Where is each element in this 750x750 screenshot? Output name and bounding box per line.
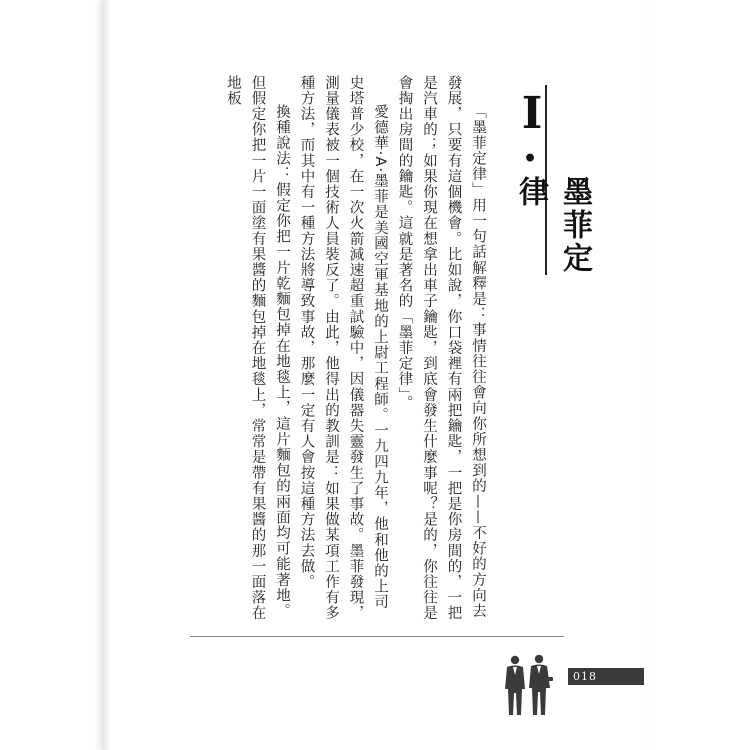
chapter-number: I	[521, 88, 543, 139]
page-number: 018	[573, 670, 597, 683]
body-paragraph: 換種說法：假定你把一片乾麵包掉在地毯上，這片麵包的兩面均可能著地。但假定你把一片一面塗有果醬的麵包掉在地毯上，常常是帶有果醬的那一面落在地板	[225, 75, 290, 621]
chapter-separator-dot: •	[523, 146, 538, 172]
body-paragraph: 愛德華·A·墨菲是美國空軍基地的上尉工程師。一九四九年，他和他的上司史塔普少校，在一次火箭減速超重試驗中，因儀器失靈發生了事故。墨菲發現，測量儀表被一個技術人員裝反了。由此，他得出的教訓是：如果做某項工作有多種方法，而其中有一種方法將導致事故，那麼一定有人會按這種方法去做。	[298, 75, 388, 621]
footer-rule	[190, 636, 564, 637]
page-gutter-shadow	[103, 0, 111, 750]
chapter-title: 墨菲定律	[513, 176, 592, 275]
businessmen-silhouette-icon	[498, 655, 558, 717]
body-paragraph: 「墨菲定律」用一句話解釋是：事情往往會向你所想到的——不好的方向去發展，只要有這個機會。比如說，你口袋裡有兩把鑰匙，一把是你房間的，一把是汽車的；如果你現在想拿出車子鑰匙，到底會發生什麼事呢？是的，你往往是會掏出房間的鑰匙。這就是著名的「墨菲定律」。	[396, 75, 486, 621]
body-text	[200, 75, 490, 623]
